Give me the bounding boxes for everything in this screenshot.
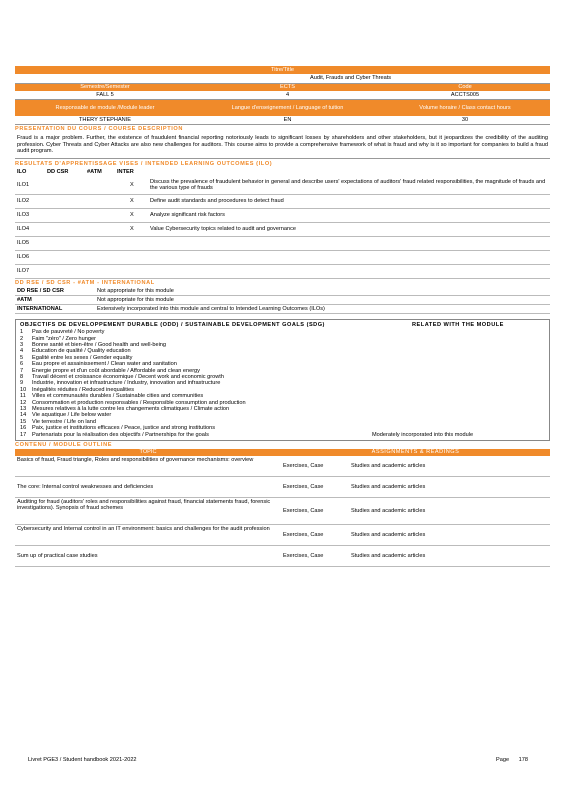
- list-item: 8 Travail décent et croissance économique / Decent work and economic growth: [20, 374, 224, 381]
- sdg-box: [15, 319, 550, 441]
- list-item: 13 Mesures relatives à la lutte contre les changements climatiques / Climate action: [20, 406, 230, 413]
- semester-label: Semestre/Semester: [80, 84, 130, 90]
- table-row: ILO2 X Define audit standards and procedures to detect fraud: [15, 195, 550, 209]
- page-footer: [28, 757, 528, 763]
- course-title: Audit, Frauds and Cyber Threats: [15, 74, 550, 84]
- outcomes-heading: RESULTATS D'APPRENTISSAGE VISES / INTENDED LEARNING OUTCOMES (ILO): [15, 160, 273, 167]
- contents-table: [15, 456, 550, 567]
- page-label: Page: [496, 757, 510, 763]
- sdg-17-status: Moderately incorporated into this module: [372, 431, 474, 438]
- presentation-text: Fraud is a major problem. Further, the existence of fraudulent financial reporting notoriously leads to significant losses by shareholders and other stakeholders, but it jeopardizes the credibility of the auditing profession. Cyber Threats and Cyber Attacks are also new challenges for auditors. This course aims to provide a comprehensive framework of what is fraud and why is it so important for companies to build a fraud audit program.: [15, 133, 550, 159]
- leader-label: Responsable de module /Module leader: [55, 105, 155, 111]
- footer-page: [496, 757, 528, 763]
- list-item: 16 Paix, justice et institutions efficaces / Peace, justice and strong institutions: [20, 425, 216, 432]
- table-row: Sum up of practical case studies Exercises, Case Studies and academic articles: [15, 546, 550, 567]
- col-atm: #ATM: [87, 168, 102, 175]
- sdg-related-label: RELATED WITH THE MODULE: [412, 321, 504, 328]
- sdg-list: [20, 329, 545, 438]
- list-item: 1 Pas de pauvreté / No poverty: [20, 329, 105, 336]
- col-ilo: ILO: [17, 168, 27, 175]
- list-item: 2 Faim "zéro" / Zero hunger: [20, 335, 96, 342]
- list-item: 6 Eau propre et assainissement / Clean water and sanitation: [20, 361, 177, 368]
- semester-ects-code-header: [15, 84, 550, 91]
- syllabus-page: [15, 66, 550, 567]
- table-row: Auditing for fraud (auditors' roles and responsibilities against fraud, financial statements fraud, forensic investigations). Synopsis of fraud schemes Exercises, Case Studies and academic articles: [15, 498, 550, 525]
- col-csr: DD CSR: [47, 168, 69, 175]
- list-item: 11 Villes et communautés durables / Sustainable cities and communities: [20, 393, 204, 400]
- table-row: ILO7: [15, 265, 550, 279]
- semester-ects-code-values: [15, 91, 550, 100]
- presentation-heading: PRESENTATION DU COURS / COURSE DESCRIPTION: [15, 126, 183, 132]
- table-row: #ATM Not appropriate for this module: [15, 296, 550, 305]
- title-label: Titre/Title: [15, 66, 550, 74]
- table-row: ILO4 X Value Cybersecurity topics related to audit and governance: [15, 223, 550, 237]
- code-value: ACCTS005: [450, 92, 480, 98]
- contents-heading: CONTENU / MODULE OUTLINE: [15, 442, 113, 449]
- semester-value: FALL 5: [96, 92, 114, 98]
- table-row: Basics of fraud, Fraud triangle, Roles and responsibilities of governance mechanisms: overview Exercises, Case Studies and academic articles: [15, 456, 550, 477]
- sdg-header: [20, 322, 545, 328]
- table-row: DD RSE / SD CSR Not appropriate for this module: [15, 287, 550, 296]
- table-row: The core: Internal control weaknesses and deficiencies Exercises, Case Studies and academic articles: [15, 477, 550, 498]
- table-row: ILO5: [15, 237, 550, 251]
- col-assignments: ASSIGNMENTS & READINGS: [371, 449, 460, 456]
- list-item: 10 Inégalités réduites / Reduced inequalities: [20, 386, 134, 393]
- outcomes-columns: [15, 168, 550, 176]
- page-number: 178: [518, 757, 528, 763]
- table-row: ILO6: [15, 251, 550, 265]
- list-item: 7 Energie propre et d'un coût abordable / Affordable and clean energy: [20, 367, 200, 374]
- outcomes-table: [15, 176, 550, 279]
- ects-value: 4: [285, 92, 290, 98]
- language-value: EN: [283, 117, 292, 123]
- col-inter: INTER: [117, 168, 134, 175]
- list-item: 14 Vie aquatique / Life below water: [20, 412, 112, 419]
- leader-language-hours-header: [15, 100, 550, 116]
- list-item: 9 Industrie, innovation et infrastructure / Industry, innovation and infrastructure: [20, 380, 221, 387]
- leader-language-hours-values: [15, 116, 550, 125]
- list-item: 17 Partenariats pour la réalisation des objectifs / Partnerships for the goals Moderately incorporated into this module: [20, 431, 474, 438]
- table-row: INTERNATIONAL Extensively incorporated into this module and central to Intended Learning Outcomes (ILOs): [15, 305, 550, 314]
- list-item: 4 Education de qualité / Quality education: [20, 348, 131, 355]
- csr-table: [15, 287, 550, 314]
- leader-value: THERY STEPHANIE: [78, 117, 131, 123]
- language-label: Langue d'enseignement / Language of tuition: [231, 105, 344, 111]
- list-item: 3 Bonne santé et bien-être / Good health and well-being: [20, 342, 167, 348]
- list-item: 5 Egalité entre les sexes / Gender equality: [20, 354, 133, 361]
- list-item: 15 Vie terrestre / Life on land: [20, 418, 96, 425]
- table-row: ILO1 X Discuss the prevalence of fraudulent behavior in general and describe users' expectations of auditors' fraud related responsibilities, the magnitude of frauds and the various type of frauds: [15, 176, 550, 195]
- table-row: Cybersecurity and Internal control in an IT environment: basics and challenges for the audit profession Exercises, Case Studies and academic articles: [15, 525, 550, 546]
- table-row: ILO3 X Analyze significant risk factors: [15, 209, 550, 223]
- col-topic: TOPIC: [139, 449, 157, 456]
- hours-label: Volume horaire / Class contact hours: [419, 105, 511, 111]
- sdg-heading: OBJECTIFS DE DEVELOPPEMENT DURABLE (ODD) / SUSTAINABLE DEVELOPMENT GOALS (SDG): [20, 321, 325, 328]
- csr-heading: DD RSE / SD CSR - #ATM - INTERNATIONAL: [15, 279, 155, 286]
- code-label: Code: [458, 84, 472, 90]
- contents-columns: [15, 449, 550, 456]
- ects-label: ECTS: [280, 84, 295, 90]
- hours-value: 30: [461, 117, 469, 123]
- list-item: 12 Consommation et production responsables / Responsible consumption and production: [20, 399, 246, 406]
- footer-handbook: Livret PGE3 / Student handbook 2021-2022: [28, 757, 137, 763]
